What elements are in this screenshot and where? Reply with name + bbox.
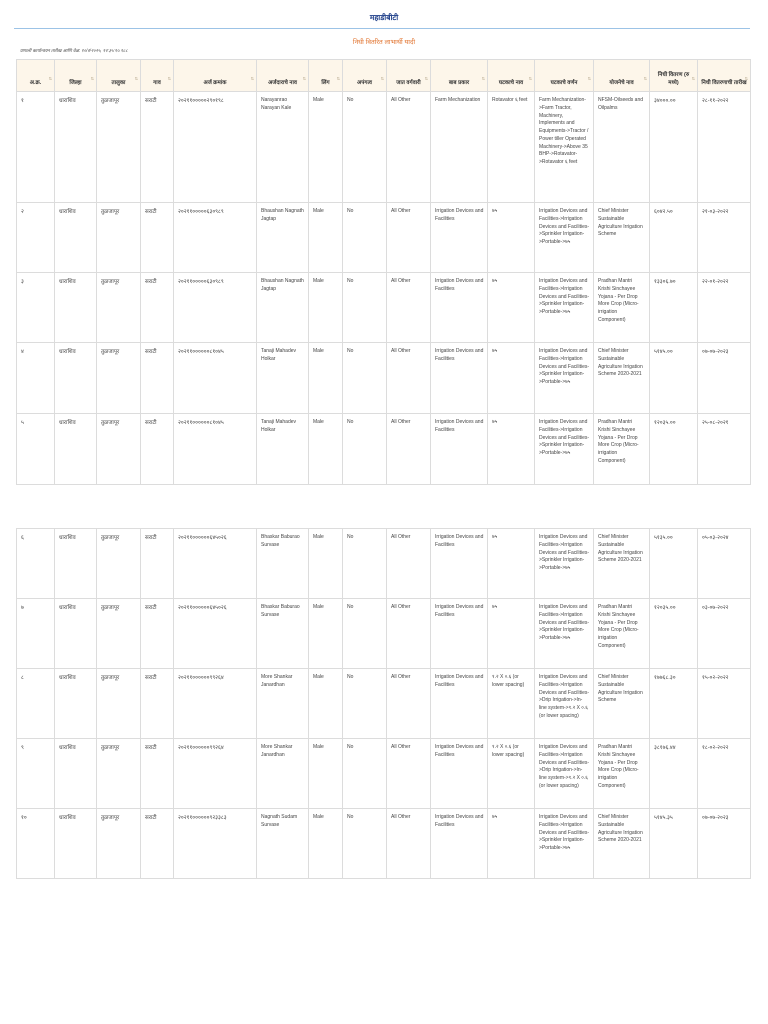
table-row <box>17 273 751 343</box>
cell-name: Bhaushan Nagnath Jagtap <box>257 203 309 273</box>
cell-description: Irrigation Devices and Facilities->Irrigation Devices and Facilities->Sprinkler Irrigation->Portable->७५ <box>535 203 594 273</box>
cell-gender: Male <box>309 273 343 343</box>
cell-scheme: NFSM-Oilseeds and Oilpalms <box>594 92 650 203</box>
cell-description: Farm Mechanization->Farm Tractor, Machinery, Implements and Equipments->Tractor / Power tiller Operated Machinery->Above 35 BHP->Rotavator->Rotavator ६ feet <box>535 92 594 203</box>
cell-disability: No <box>343 343 387 414</box>
sort-icon[interactable]: ⇅ <box>380 76 384 81</box>
cell-district: धाराशिव <box>55 669 97 739</box>
sort-icon[interactable]: ⇅ <box>302 76 306 81</box>
sort-icon[interactable]: ⇅ <box>481 76 485 81</box>
cell-taluka: तुळजापूर <box>97 599 141 669</box>
cell-date: ०५-०३-२०२४ <box>698 529 751 599</box>
column-label: गाव <box>153 80 161 87</box>
table-header-row <box>17 60 751 92</box>
cell-gender: Male <box>309 809 343 879</box>
cell-village: सराटी <box>141 343 174 414</box>
column-label: अ.क्र. <box>29 80 42 87</box>
cell-village: सराटी <box>141 203 174 273</box>
cell-item-type: Irrigation Devices and Facilities <box>431 273 488 343</box>
cell-scheme: Chief Minister Sustainable Agriculture Irrigation Scheme 2020-2021 <box>594 809 650 879</box>
column-label: तालुका <box>111 80 126 87</box>
cell-component: ७५ <box>488 599 535 669</box>
cell-item-type: Irrigation Devices and Facilities <box>431 739 488 809</box>
cell-app-no: २०२११००००००८१०४५ <box>174 343 257 414</box>
cell-app-no: २०२११००००००६४५०२६ <box>174 529 257 599</box>
cell-no: ७ <box>17 599 55 669</box>
col-applicant-name-header[interactable] <box>257 60 309 92</box>
col-scheme-name-header[interactable] <box>594 60 650 92</box>
column-label: घटकाचे नाव <box>498 80 524 87</box>
cell-village: सराटी <box>141 529 174 599</box>
cell-app-no: २०२११००००००९९२६४ <box>174 739 257 809</box>
col-item-type-header[interactable] <box>431 60 488 92</box>
cell-amount: १३३०६.७० <box>650 273 698 343</box>
column-label: निधी वितरणाची तारीख <box>701 80 747 87</box>
cell-caste: All Other <box>387 203 431 273</box>
cell-caste: All Other <box>387 809 431 879</box>
cell-date: १८-०२-२०२२ <box>698 739 751 809</box>
cell-amount: १२०३५.०० <box>650 599 698 669</box>
cell-date: २८-११-२०२२ <box>698 92 751 203</box>
cell-amount: ३४०००.०० <box>650 92 698 203</box>
page-title: निधी वितरित लाभार्थी यादी <box>352 39 416 46</box>
cell-description: Irrigation Devices and Facilities->Irrigation Devices and Facilities->Sprinkler Irrigation->Portable->७५ <box>535 599 594 669</box>
cell-name: Nagnath Sudam Survase <box>257 809 309 879</box>
cell-date: २५-०८-२०२१ <box>698 414 751 485</box>
cell-caste: All Other <box>387 669 431 739</box>
cell-no: ५ <box>17 414 55 485</box>
column-label: अर्ज क्रमांक <box>203 80 227 87</box>
cell-no: ९ <box>17 739 55 809</box>
cell-disability: No <box>343 739 387 809</box>
sort-icon[interactable]: ⇅ <box>691 76 695 81</box>
cell-district: धाराशिव <box>55 529 97 599</box>
cell-taluka: तुळजापूर <box>97 203 141 273</box>
cell-component: ७५ <box>488 809 535 879</box>
cell-gender: Male <box>309 669 343 739</box>
cell-no: ६ <box>17 529 55 599</box>
cell-amount: १२०३५.०० <box>650 414 698 485</box>
column-label: अपंगत्व <box>357 80 372 87</box>
column-label: बाब प्रकार <box>448 80 470 87</box>
cell-app-no: २०२११०००००२९०१९८ <box>174 92 257 203</box>
cell-scheme: Pradhan Mantri Krishi Sinchayee Yojana - Per Drop More Crop (Micro-irrigation Component) <box>594 739 650 809</box>
sort-icon[interactable]: ⇅ <box>134 76 138 81</box>
col-fund-amount-header[interactable] <box>650 60 698 92</box>
cell-name: Tanaji Mahadev Holkar <box>257 414 309 485</box>
table-row <box>17 669 751 739</box>
cell-app-no: २०२११०००००६३०९८९ <box>174 273 257 343</box>
cell-taluka: तुळजापूर <box>97 739 141 809</box>
cell-description: Irrigation Devices and Facilities->Irrigation Devices and Facilities->Drip Irrigation->In-line system->१.२ X ०.६ (or lower spacing) <box>535 669 594 739</box>
cell-scheme: Pradhan Mantri Krishi Sinchayee Yojana - Per Drop More Crop (Micro-irrigation Component) <box>594 599 650 669</box>
sort-icon[interactable]: ⇅ <box>250 76 254 81</box>
sort-icon[interactable]: ⇅ <box>643 76 647 81</box>
cell-amount: ३८१७६.४४ <box>650 739 698 809</box>
table-row <box>17 529 751 599</box>
cell-component: ७५ <box>488 343 535 414</box>
cell-component: १.२ X ०.६ (or lower spacing) <box>488 669 535 739</box>
cell-village: सराटी <box>141 273 174 343</box>
cell-district: धाराशिव <box>55 599 97 669</box>
cell-item-type: Irrigation Devices and Facilities <box>431 529 488 599</box>
cell-caste: All Other <box>387 599 431 669</box>
sort-icon[interactable]: ⇅ <box>528 76 532 81</box>
cell-caste: All Other <box>387 529 431 599</box>
cell-app-no: २०२११००००००६४५०२६ <box>174 599 257 669</box>
cell-item-type: Irrigation Devices and Facilities <box>431 203 488 273</box>
cell-name: Bhaskar Baburao Survase <box>257 529 309 599</box>
site-title: महाडीबीटी <box>369 13 399 22</box>
cell-village: सराटी <box>141 809 174 879</box>
cell-no: ३ <box>17 273 55 343</box>
cell-app-no: २०२११००००००९९२६४ <box>174 669 257 739</box>
cell-name: Bhaskar Baburao Survase <box>257 599 309 669</box>
cell-district: धाराशिव <box>55 203 97 273</box>
cell-description: Irrigation Devices and Facilities->Irrigation Devices and Facilities->Drip Irrigation->In-line system->१.२ X ०.६ (or lower spacing) <box>535 739 594 809</box>
print-timestamp: प्रणाली कार्यान्वयन तारीख आणि वेळ: १०/२/२०२५, १२:३५:१०.१८८ <box>20 48 128 53</box>
col-component-name-header[interactable] <box>488 60 535 92</box>
beneficiary-table-continued <box>16 528 751 879</box>
cell-description: Irrigation Devices and Facilities->Irrigation Devices and Facilities->Sprinkler Irrigation->Portable->७५ <box>535 343 594 414</box>
cell-date: १५-०२-२०२२ <box>698 669 751 739</box>
column-label: जिल्हा <box>69 80 82 87</box>
cell-description: Irrigation Devices and Facilities->Irrigation Devices and Facilities->Sprinkler Irrigation->Portable->७५ <box>535 414 594 485</box>
sort-icon[interactable]: ⇅ <box>744 76 748 81</box>
cell-disability: No <box>343 669 387 739</box>
cell-scheme: Chief Minister Sustainable Agriculture Irrigation Scheme 2020-2021 <box>594 529 650 599</box>
cell-description: Irrigation Devices and Facilities->Irrigation Devices and Facilities->Sprinkler Irrigation->Portable->७५ <box>535 529 594 599</box>
cell-name: Tanaji Mahadev Holkar <box>257 343 309 414</box>
table-row <box>17 203 751 273</box>
col-district-header[interactable] <box>55 60 97 92</box>
table-row <box>17 343 751 414</box>
sort-icon[interactable]: ⇅ <box>587 76 591 81</box>
cell-gender: Male <box>309 739 343 809</box>
cell-item-type: Irrigation Devices and Facilities <box>431 343 488 414</box>
cell-village: सराटी <box>141 669 174 739</box>
cell-date: २२-०१-२०२२ <box>698 273 751 343</box>
cell-caste: All Other <box>387 92 431 203</box>
cell-disability: No <box>343 92 387 203</box>
cell-taluka: तुळजापूर <box>97 809 141 879</box>
col-fund-date-header[interactable] <box>698 60 751 92</box>
cell-scheme: Chief Minister Sustainable Agriculture Irrigation Scheme <box>594 203 650 273</box>
cell-date: ०७-०७-२०२३ <box>698 343 751 414</box>
cell-item-type: Irrigation Devices and Facilities <box>431 669 488 739</box>
cell-app-no: २०२११००००००८१०४५ <box>174 414 257 485</box>
cell-component: ७५ <box>488 203 535 273</box>
cell-village: सराटी <box>141 739 174 809</box>
cell-date: ०७-०७-२०२३ <box>698 809 751 879</box>
cell-name: Narayanrao Narayan Kale <box>257 92 309 203</box>
header-divider <box>14 28 750 29</box>
column-label: अर्जदाराचे नाव <box>268 80 297 87</box>
cell-no: १० <box>17 809 55 879</box>
cell-amount: ५१३५.०० <box>650 529 698 599</box>
cell-gender: Male <box>309 529 343 599</box>
cell-caste: All Other <box>387 414 431 485</box>
cell-component: १.२ X ०.६ (or lower spacing) <box>488 739 535 809</box>
col-gender-header[interactable] <box>309 60 343 92</box>
cell-app-no: २०२११००००००९२३३८३ <box>174 809 257 879</box>
cell-gender: Male <box>309 599 343 669</box>
col-disability-header[interactable] <box>343 60 387 92</box>
cell-gender: Male <box>309 203 343 273</box>
cell-district: धाराशिव <box>55 414 97 485</box>
cell-gender: Male <box>309 92 343 203</box>
sort-icon[interactable]: ⇅ <box>336 76 340 81</box>
beneficiary-table <box>16 59 751 485</box>
cell-date: ०३-०७-२०२२ <box>698 599 751 669</box>
cell-taluka: तुळजापूर <box>97 343 141 414</box>
col-application-no-header[interactable] <box>174 60 257 92</box>
cell-amount: ६०४२.५० <box>650 203 698 273</box>
cell-scheme: Chief Minister Sustainable Agriculture Irrigation Scheme 2020-2021 <box>594 343 650 414</box>
cell-date: २१-०३-२०२२ <box>698 203 751 273</box>
cell-village: सराटी <box>141 92 174 203</box>
cell-component: Rotavator ६ feet <box>488 92 535 203</box>
cell-amount: १७७६८.३० <box>650 669 698 739</box>
column-label: लिंग <box>321 80 330 87</box>
column-label: निधी वितरण (रु मध्ये) <box>657 71 690 87</box>
cell-disability: No <box>343 414 387 485</box>
cell-disability: No <box>343 809 387 879</box>
col-taluka-header[interactable] <box>97 60 141 92</box>
cell-component: ७५ <box>488 414 535 485</box>
column-label: योजनेचे नाव <box>609 80 634 87</box>
cell-component: ७५ <box>488 529 535 599</box>
cell-description: Irrigation Devices and Facilities->Irrigation Devices and Facilities->Sprinkler Irrigation->Portable->७५ <box>535 809 594 879</box>
cell-amount: ५१४५.३५ <box>650 809 698 879</box>
cell-caste: All Other <box>387 343 431 414</box>
cell-item-type: Irrigation Devices and Facilities <box>431 599 488 669</box>
cell-item-type: Farm Mechanization <box>431 92 488 203</box>
cell-name: More Shankar Janardhan <box>257 739 309 809</box>
table-row <box>17 809 751 879</box>
cell-no: ८ <box>17 669 55 739</box>
sort-icon[interactable]: ⇅ <box>424 76 428 81</box>
cell-disability: No <box>343 529 387 599</box>
sort-icon[interactable]: ⇅ <box>48 76 52 81</box>
cell-no: १ <box>17 92 55 203</box>
cell-no: २ <box>17 203 55 273</box>
cell-scheme: Chief Minister Sustainable Agriculture Irrigation Scheme <box>594 669 650 739</box>
table-row <box>17 92 751 203</box>
cell-scheme: Pradhan Mantri Krishi Sinchayee Yojana - Per Drop More Crop (Micro-irrigation Component) <box>594 414 650 485</box>
cell-district: धाराशिव <box>55 809 97 879</box>
column-label: जात वर्गवारी <box>396 80 421 87</box>
cell-caste: All Other <box>387 273 431 343</box>
sort-icon[interactable]: ⇅ <box>167 76 171 81</box>
column-label: घटकाचे वर्णन <box>550 80 578 87</box>
cell-scheme: Pradhan Mantri Krishi Sinchayee Yojana - Per Drop More Crop (Micro-irrigation Component) <box>594 273 650 343</box>
cell-taluka: तुळजापूर <box>97 529 141 599</box>
cell-amount: ५१४५.०० <box>650 343 698 414</box>
table-row <box>17 599 751 669</box>
col-caste-category-header[interactable] <box>387 60 431 92</box>
table-row <box>17 414 751 485</box>
cell-disability: No <box>343 599 387 669</box>
col-village-header[interactable] <box>141 60 174 92</box>
cell-name: Bhaushan Nagnath Jagtap <box>257 273 309 343</box>
cell-caste: All Other <box>387 739 431 809</box>
cell-village: सराटी <box>141 599 174 669</box>
cell-gender: Male <box>309 343 343 414</box>
cell-no: ४ <box>17 343 55 414</box>
cell-name: More Shankar Janardhan <box>257 669 309 739</box>
cell-district: धाराशिव <box>55 739 97 809</box>
cell-district: धाराशिव <box>55 273 97 343</box>
cell-disability: No <box>343 273 387 343</box>
cell-village: सराटी <box>141 414 174 485</box>
cell-district: धाराशिव <box>55 92 97 203</box>
cell-district: धाराशिव <box>55 343 97 414</box>
cell-item-type: Irrigation Devices and Facilities <box>431 414 488 485</box>
sort-icon[interactable]: ⇅ <box>90 76 94 81</box>
col-component-description-header[interactable] <box>535 60 594 92</box>
cell-taluka: तुळजापूर <box>97 669 141 739</box>
cell-gender: Male <box>309 414 343 485</box>
table-row <box>17 739 751 809</box>
cell-app-no: २०२११०००००६३०९८९ <box>174 203 257 273</box>
cell-taluka: तुळजापूर <box>97 414 141 485</box>
cell-description: Irrigation Devices and Facilities->Irrigation Devices and Facilities->Sprinkler Irrigation->Portable->७५ <box>535 273 594 343</box>
col-serial-header[interactable] <box>17 60 55 92</box>
cell-disability: No <box>343 203 387 273</box>
cell-item-type: Irrigation Devices and Facilities <box>431 809 488 879</box>
cell-taluka: तुळजापूर <box>97 273 141 343</box>
cell-component: ७५ <box>488 273 535 343</box>
cell-taluka: तुळजापूर <box>97 92 141 203</box>
